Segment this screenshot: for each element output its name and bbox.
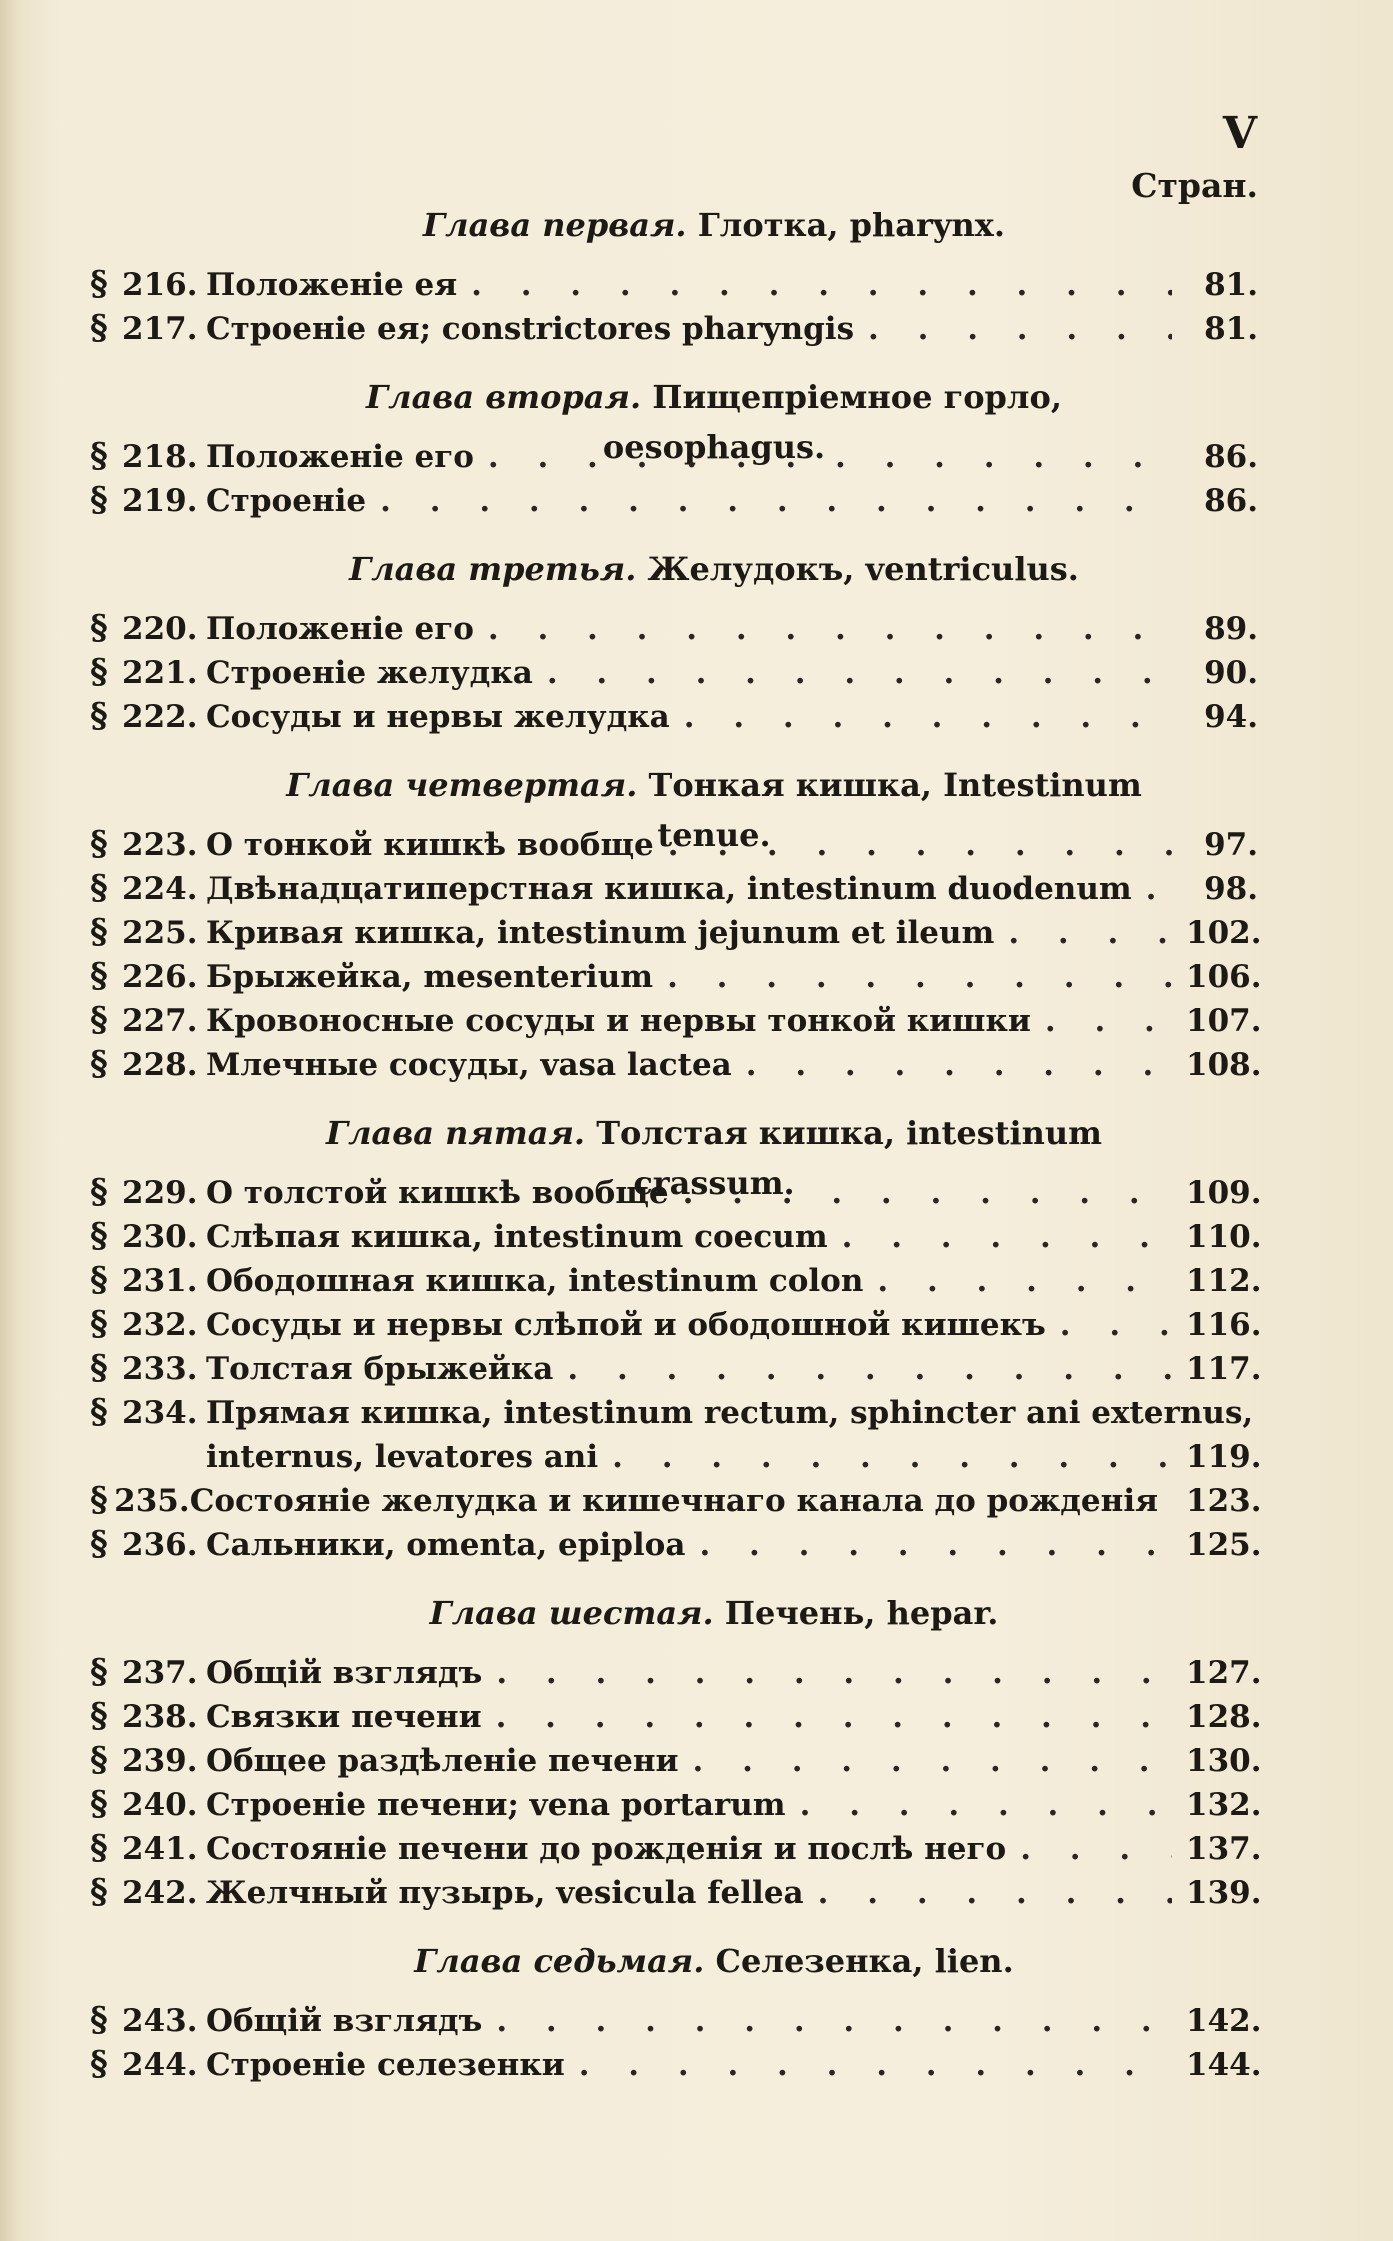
section-sign: § [90, 1524, 108, 1564]
dot-leader [818, 1871, 1172, 1915]
entry-page-number: 98. [1204, 871, 1258, 907]
entry-page-number: 109. [1186, 1175, 1262, 1211]
entry-title-continued: internus, levatores ani [206, 1439, 599, 1475]
toc-entry [90, 1346, 1262, 1390]
entry-page-number: 89. [1204, 611, 1258, 647]
entry-page-number: 102. [1186, 915, 1262, 951]
chapter-heading [90, 200, 1258, 250]
entry-title: Ободошная кишка, intestinum colon [206, 1263, 864, 1299]
section-sign: § [90, 868, 108, 908]
section-sign: § [90, 480, 108, 520]
section-sign: § [90, 912, 108, 952]
entry-title: Желчный пузырь, vesicula fellea [206, 1875, 804, 1911]
chapter-heading [90, 544, 1258, 594]
entry-title: Строеніе желудка [206, 655, 533, 691]
dot-leader [488, 607, 1172, 651]
section-number: 233. [122, 1351, 198, 1387]
section-sign: § [90, 1784, 108, 1824]
chapter-label: Глава четвертая. [286, 766, 638, 804]
section-number: 236. [122, 1527, 198, 1563]
entry-page-number: 123. [1186, 1483, 1262, 1519]
chapter-title: Тонкая кишка, Intestinum tenue. [648, 766, 1142, 854]
chapter-label: Глава седьмая. [414, 1942, 705, 1980]
entry-page-number: 144. [1186, 2047, 1262, 2083]
dot-leader [488, 435, 1172, 479]
entry-page-number: 81. [1204, 267, 1258, 303]
toc-entry [90, 1738, 1262, 1782]
toc-entry [90, 1042, 1262, 1086]
section-number: 221. [122, 655, 198, 691]
entry-page-number: 142. [1186, 2003, 1262, 2039]
entry-page-number: 90. [1204, 655, 1258, 691]
section-number: 219. [122, 483, 198, 519]
dot-leader [746, 1043, 1172, 1087]
toc-entry [90, 650, 1258, 694]
table-of-contents [90, 200, 1262, 2086]
entry-page-number: 130. [1186, 1743, 1262, 1779]
section-sign: § [90, 1172, 108, 1212]
dot-leader [693, 1739, 1172, 1783]
section-sign: § [90, 308, 108, 348]
section-sign: § [90, 264, 108, 304]
toc-entry [90, 434, 1258, 478]
entry-title: Слѣпая кишка, intestinum coecum [206, 1219, 828, 1255]
section-sign: § [90, 1044, 108, 1084]
section-sign: § [90, 1828, 108, 1868]
section-number: 231. [122, 1263, 198, 1299]
entry-title: Строеніе селезенки [206, 2047, 565, 2083]
entry-title: Строеніе [206, 483, 367, 519]
dot-leader [842, 1215, 1172, 1259]
entry-title: Сальники, omenta, epiploa [206, 1527, 686, 1563]
entry-page-number: 112. [1186, 1263, 1262, 1299]
section-sign: § [90, 1216, 108, 1256]
chapter-title: Пищепріемное горло, oesophagus. [602, 378, 1062, 466]
section-sign: § [90, 1740, 108, 1780]
dot-leader [496, 1999, 1172, 2043]
entry-title: Общее раздѣленіе печени [206, 1743, 679, 1779]
entry-title: Кривая кишка, intestinum jejunum et ileum [206, 915, 995, 951]
entry-title: Состояніе печени до рожденія и послѣ него [206, 1831, 1007, 1867]
section-number: 235. [114, 1483, 190, 1519]
section-number: 224. [122, 871, 198, 907]
toc-entry [90, 1826, 1262, 1870]
section-sign: § [90, 2044, 108, 2084]
chapter-title: Толстая кишка, intestinum crassum. [596, 1114, 1103, 1202]
toc-entry [90, 822, 1258, 866]
section-sign: § [90, 696, 108, 736]
section-number: 225. [122, 915, 198, 951]
section-sign: § [90, 1348, 108, 1388]
dot-leader [612, 1435, 1172, 1479]
chapter-title: Глотка, pharynx. [697, 206, 1005, 244]
entry-page-number: 86. [1204, 439, 1258, 475]
toc-entry [90, 866, 1258, 910]
entry-page-number: 86. [1204, 483, 1258, 519]
dot-leader [699, 1523, 1172, 1567]
entry-page-number: 117. [1186, 1351, 1262, 1387]
section-sign: § [90, 652, 108, 692]
dot-leader [683, 1171, 1172, 1215]
toc-entry [90, 1870, 1262, 1914]
entry-title: О тонкой кишкѣ вообще [206, 827, 654, 863]
entry-title: Прямая кишка, intestinum rectum, sphincter ani externus, [206, 1395, 1254, 1431]
entry-page-number: 132. [1186, 1787, 1262, 1823]
section-number: 232. [122, 1307, 198, 1343]
section-sign: § [90, 1872, 108, 1912]
entry-page-number: 81. [1204, 311, 1258, 347]
entry-page-number: 107. [1186, 1003, 1262, 1039]
section-number: 230. [122, 1219, 198, 1255]
entry-page-number: 139. [1186, 1875, 1262, 1911]
chapter-title: Селезенка, lien. [715, 1942, 1014, 1980]
section-sign: § [90, 1304, 108, 1344]
entry-page-number: 97. [1204, 827, 1258, 863]
dot-leader [1146, 867, 1172, 911]
entry-title: Связки печени [206, 1699, 482, 1735]
entry-continuation [90, 1435, 1262, 1479]
section-number: 222. [122, 699, 198, 735]
dot-leader [471, 263, 1172, 307]
section-sign: § [90, 2000, 108, 2040]
entry-title: Сосуды и нервы слѣпой и ободошной кишекъ [206, 1307, 1046, 1343]
section-number: 243. [122, 2003, 198, 2039]
section-number: 239. [122, 1743, 198, 1779]
toc-entry [90, 1650, 1262, 1694]
section-number: 227. [122, 1003, 198, 1039]
entry-page-number: 127. [1186, 1655, 1262, 1691]
toc-entry [90, 262, 1258, 306]
toc-entry [90, 306, 1258, 350]
dot-leader [667, 955, 1172, 999]
toc-entry [90, 1478, 1262, 1522]
section-number: 229. [122, 1175, 198, 1211]
toc-entry [90, 1782, 1262, 1826]
entry-page-number: 110. [1186, 1219, 1262, 1255]
chapter-heading [90, 1936, 1258, 1986]
dot-leader [1060, 1303, 1172, 1347]
dot-leader [547, 651, 1172, 695]
chapter-title: Желудокъ, ventriculus. [647, 550, 1079, 588]
entry-page-number: 119. [1186, 1439, 1262, 1475]
section-number: 226. [122, 959, 198, 995]
toc-entry [90, 1694, 1262, 1738]
toc-entry [90, 2042, 1262, 2086]
entry-title: О толстой кишкѣ вообще [206, 1175, 669, 1211]
page-number: V [1222, 108, 1258, 159]
toc-entry [90, 606, 1258, 650]
section-number: 241. [122, 1831, 198, 1867]
toc-entry [90, 1522, 1262, 1566]
dot-leader [800, 1783, 1172, 1827]
entry-title: Толстая брыжейка [206, 1351, 554, 1387]
entry-title: Общій взглядъ [206, 1655, 483, 1691]
chapter-label: Глава первая. [423, 206, 687, 244]
chapter-title: Печень, hepar. [724, 1594, 999, 1632]
entry-page-number: 125. [1186, 1527, 1262, 1563]
entry-title: Строеніе ея; constrictores pharyngis [206, 311, 855, 347]
dot-leader [868, 307, 1172, 351]
entry-title: Положеніе ея [206, 267, 458, 303]
toc-entry [90, 998, 1262, 1042]
toc-entry [90, 954, 1262, 998]
section-sign: § [90, 1696, 108, 1736]
dot-leader [380, 479, 1172, 523]
chapter-label: Глава третья. [349, 550, 637, 588]
section-number: 240. [122, 1787, 198, 1823]
toc-entry [90, 1390, 1262, 1478]
section-sign: § [90, 956, 108, 996]
section-sign: § [90, 1392, 108, 1432]
dot-leader [567, 1347, 1172, 1391]
entry-title: Строеніе печени; vena portarum [206, 1787, 786, 1823]
chapter-heading [90, 1588, 1258, 1638]
entry-title: Кровоносные сосуды и нервы тонкой кишки [206, 1003, 1031, 1039]
dot-leader [496, 1651, 1172, 1695]
section-number: 223. [122, 827, 198, 863]
section-sign: § [90, 608, 108, 648]
toc-entry [90, 1302, 1262, 1346]
chapter-label: Глава пятая. [325, 1114, 586, 1152]
toc-entry [90, 1214, 1262, 1258]
section-number: 217. [122, 311, 198, 347]
section-sign: § [90, 1260, 108, 1300]
section-number: 216. [122, 267, 198, 303]
section-number: 244. [122, 2047, 198, 2083]
section-number: 220. [122, 611, 198, 647]
section-sign: § [90, 1652, 108, 1692]
section-number: 234. [122, 1395, 198, 1431]
dot-leader [1008, 911, 1172, 955]
section-number: 242. [122, 1875, 198, 1911]
toc-entry [90, 694, 1258, 738]
dot-leader [668, 823, 1172, 867]
section-sign: § [90, 1000, 108, 1040]
entry-page-number: 116. [1186, 1307, 1262, 1343]
entry-title: Брыжейка, mesenterium [206, 959, 654, 995]
entry-page-number: 137. [1186, 1831, 1262, 1867]
dot-leader [579, 2043, 1172, 2087]
entry-page-number: 94. [1204, 699, 1258, 735]
entry-title: Состояніе желудка и кишечнаго канала до рожденія [189, 1483, 1158, 1519]
section-number: 238. [122, 1699, 198, 1735]
chapter-label: Глава шестая. [429, 1594, 714, 1632]
page-column-header: Стран. [1131, 166, 1258, 205]
toc-entry [90, 478, 1258, 522]
toc-entry [90, 910, 1262, 954]
dot-leader [877, 1259, 1172, 1303]
section-number: 218. [122, 439, 198, 475]
entry-page-number: 128. [1186, 1699, 1262, 1735]
entry-page-number: 106. [1186, 959, 1262, 995]
chapter-label: Глава вторая. [366, 378, 642, 416]
section-number: 237. [122, 1655, 198, 1691]
dot-leader [684, 695, 1172, 739]
toc-entry [90, 1998, 1262, 2042]
entry-title: Сосуды и нервы желудка [206, 699, 670, 735]
entry-title: Млечные сосуды, vasa lactea [206, 1047, 732, 1083]
entry-title: Общій взглядъ [206, 2003, 483, 2039]
dot-leader [1020, 1827, 1172, 1871]
dot-leader [1045, 999, 1172, 1043]
toc-entry [90, 1258, 1262, 1302]
section-sign: § [90, 1480, 108, 1520]
section-number: 228. [122, 1047, 198, 1083]
entry-title: Двѣнадцатиперстная кишка, intestinum duodenum [206, 871, 1132, 907]
section-sign: § [90, 436, 108, 476]
entry-title: Положеніе его [206, 611, 474, 647]
entry-title: Положеніе его [206, 439, 474, 475]
dot-leader [496, 1695, 1172, 1739]
entry-page-number: 108. [1186, 1047, 1262, 1083]
section-sign: § [90, 824, 108, 864]
